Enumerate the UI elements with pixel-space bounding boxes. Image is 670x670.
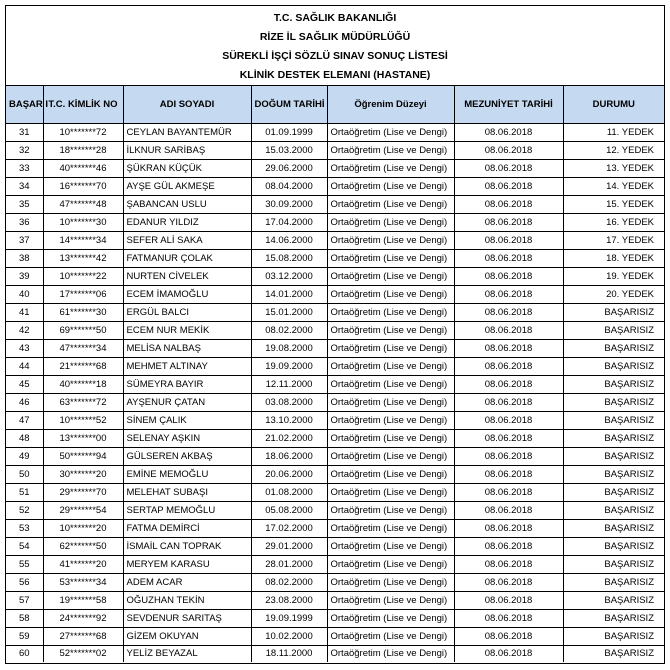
name-cell: ECEM İMAMOĞLU	[123, 286, 251, 304]
table-row	[6, 214, 664, 232]
table-row	[6, 250, 664, 268]
graduation-date-cell: 08.06.2018	[454, 340, 563, 358]
birth-date-cell: 30.09.2000	[251, 196, 327, 214]
status-cell: BAŞARISIZ	[563, 574, 664, 592]
name-cell: MERYEM KARASU	[123, 556, 251, 574]
education-cell: Ortaöğretim (Lise ve Dengi)	[327, 430, 454, 448]
ministry-title: T.C. SAĞLIK BAKANLIĞI	[273, 12, 397, 24]
tc-cell: 62*******50	[43, 538, 123, 556]
tc-cell: 52*******02	[43, 646, 123, 663]
birth-date-cell: 21.02.2000	[251, 430, 327, 448]
birth-date-cell: 12.11.2000	[251, 376, 327, 394]
rank-cell: 40	[6, 286, 43, 304]
status-cell: 19. YEDEK	[563, 268, 664, 286]
table-row	[6, 466, 664, 484]
column-header-graduation: MEZUNİYET TARİHİ	[454, 86, 563, 124]
status-cell: BAŞARISIZ	[563, 520, 664, 538]
status-cell: BAŞARISIZ	[563, 466, 664, 484]
table-row	[6, 322, 664, 340]
name-cell: CEYLAN BAYANTEMÜR	[123, 124, 251, 142]
birth-date-cell: 01.09.1999	[251, 124, 327, 142]
status-cell: BAŞARISIZ	[563, 430, 664, 448]
education-cell: Ortaöğretim (Lise ve Dengi)	[327, 142, 454, 160]
birth-date-cell: 08.04.2000	[251, 178, 327, 196]
column-header-tc: T.C. KİMLİK NO	[43, 86, 123, 124]
tc-cell: 61*******30	[43, 304, 123, 322]
tc-cell: 13*******42	[43, 250, 123, 268]
status-cell: BAŞARISIZ	[563, 538, 664, 556]
table-row	[6, 142, 664, 160]
birth-date-cell: 18.11.2000	[251, 646, 327, 663]
birth-date-cell: 29.06.2000	[251, 160, 327, 178]
tc-cell: 10*******52	[43, 412, 123, 430]
tc-cell: 14*******34	[43, 232, 123, 250]
education-cell: Ortaöğretim (Lise ve Dengi)	[327, 304, 454, 322]
status-cell: BAŞARISIZ	[563, 394, 664, 412]
graduation-date-cell: 08.06.2018	[454, 124, 563, 142]
birth-date-cell: 23.08.2000	[251, 592, 327, 610]
name-cell: FATMANUR ÇOLAK	[123, 250, 251, 268]
birth-date-cell: 15.03.2000	[251, 142, 327, 160]
document-header	[6, 6, 664, 86]
name-cell: OĞUZHAN TEKİN	[123, 592, 251, 610]
rank-cell: 46	[6, 394, 43, 412]
education-cell: Ortaöğretim (Lise ve Dengi)	[327, 466, 454, 484]
tc-cell: 10*******22	[43, 268, 123, 286]
education-cell: Ortaöğretim (Lise ve Dengi)	[327, 214, 454, 232]
table-row	[6, 628, 664, 646]
tc-cell: 18*******28	[43, 142, 123, 160]
graduation-date-cell: 08.06.2018	[454, 304, 563, 322]
graduation-date-cell: 08.06.2018	[454, 448, 563, 466]
name-cell: SEFER ALİ SAKA	[123, 232, 251, 250]
rank-cell: 37	[6, 232, 43, 250]
status-cell: BAŞARISIZ	[563, 646, 664, 663]
birth-date-cell: 19.09.2000	[251, 358, 327, 376]
status-cell: BAŞARISIZ	[563, 592, 664, 610]
table-row	[6, 268, 664, 286]
education-cell: Ortaöğretim (Lise ve Dengi)	[327, 628, 454, 646]
graduation-date-cell: 08.06.2018	[454, 394, 563, 412]
results-table-body	[6, 124, 664, 663]
birth-date-cell: 15.08.2000	[251, 250, 327, 268]
education-cell: Ortaöğretim (Lise ve Dengi)	[327, 232, 454, 250]
education-cell: Ortaöğretim (Lise ve Dengi)	[327, 124, 454, 142]
tc-cell: 40*******46	[43, 160, 123, 178]
birth-date-cell: 14.06.2000	[251, 232, 327, 250]
rank-cell: 51	[6, 484, 43, 502]
birth-date-cell: 08.02.2000	[251, 322, 327, 340]
directorate-title: RİZE İL SAĞLIK MÜDÜRLÜĞÜ	[259, 31, 411, 43]
table-row	[6, 304, 664, 322]
rank-cell: 59	[6, 628, 43, 646]
table-row	[6, 124, 664, 142]
status-cell: 15. YEDEK	[563, 196, 664, 214]
rank-cell: 36	[6, 214, 43, 232]
rank-cell: 55	[6, 556, 43, 574]
status-cell: BAŞARISIZ	[563, 304, 664, 322]
tc-cell: 27*******68	[43, 628, 123, 646]
graduation-date-cell: 08.06.2018	[454, 160, 563, 178]
graduation-date-cell: 08.06.2018	[454, 322, 563, 340]
education-cell: Ortaöğretim (Lise ve Dengi)	[327, 502, 454, 520]
status-cell: BAŞARISIZ	[563, 358, 664, 376]
tc-cell: 10*******72	[43, 124, 123, 142]
table-row	[6, 412, 664, 430]
education-cell: Ortaöğretim (Lise ve Dengi)	[327, 376, 454, 394]
tc-cell: 63*******72	[43, 394, 123, 412]
name-cell: MELİSA NALBAŞ	[123, 340, 251, 358]
name-cell: SEVDENUR SARITAŞ	[123, 610, 251, 628]
header-row	[6, 86, 664, 124]
table-row	[6, 430, 664, 448]
name-cell: GÜLSEREN AKBAŞ	[123, 448, 251, 466]
education-cell: Ortaöğretim (Lise ve Dengi)	[327, 448, 454, 466]
graduation-date-cell: 08.06.2018	[454, 610, 563, 628]
graduation-date-cell: 08.06.2018	[454, 268, 563, 286]
graduation-date-cell: 08.06.2018	[454, 502, 563, 520]
rank-cell: 48	[6, 430, 43, 448]
graduation-date-cell: 08.06.2018	[454, 214, 563, 232]
status-cell: BAŞARISIZ	[563, 484, 664, 502]
birth-date-cell: 17.02.2000	[251, 520, 327, 538]
rank-cell: 58	[6, 610, 43, 628]
education-cell: Ortaöğretim (Lise ve Dengi)	[327, 268, 454, 286]
graduation-date-cell: 08.06.2018	[454, 538, 563, 556]
graduation-date-cell: 08.06.2018	[454, 556, 563, 574]
list-title: SÜREKLİ İŞÇİ SÖZLÜ SINAV SONUÇ LİSTESİ	[222, 50, 448, 62]
birth-date-cell: 15.01.2000	[251, 304, 327, 322]
name-cell: GİZEM OKUYAN	[123, 628, 251, 646]
birth-date-cell: 01.08.2000	[251, 484, 327, 502]
tc-cell: 10*******30	[43, 214, 123, 232]
name-cell: AYŞENUR ÇATAN	[123, 394, 251, 412]
table-row	[6, 610, 664, 628]
graduation-date-cell: 08.06.2018	[454, 376, 563, 394]
birth-date-cell: 03.08.2000	[251, 394, 327, 412]
rank-cell: 42	[6, 322, 43, 340]
table-row	[6, 646, 664, 663]
name-cell: ERGÜL BALCI	[123, 304, 251, 322]
education-cell: Ortaöğretim (Lise ve Dengi)	[327, 196, 454, 214]
birth-date-cell: 08.02.2000	[251, 574, 327, 592]
education-cell: Ortaöğretim (Lise ve Dengi)	[327, 394, 454, 412]
birth-date-cell: 28.01.2000	[251, 556, 327, 574]
table-row	[6, 340, 664, 358]
name-cell: SİNEM ÇALIK	[123, 412, 251, 430]
table-row	[6, 520, 664, 538]
rank-cell: 57	[6, 592, 43, 610]
tc-cell: 21*******68	[43, 358, 123, 376]
birth-date-cell: 29.01.2000	[251, 538, 327, 556]
tc-cell: 13*******00	[43, 430, 123, 448]
name-cell: AYŞE GÜL AKMEŞE	[123, 178, 251, 196]
education-cell: Ortaöğretim (Lise ve Dengi)	[327, 250, 454, 268]
name-cell: FATMA DEMİRCİ	[123, 520, 251, 538]
status-cell: BAŞARISIZ	[563, 628, 664, 646]
graduation-date-cell: 08.06.2018	[454, 646, 563, 663]
education-cell: Ortaöğretim (Lise ve Dengi)	[327, 412, 454, 430]
graduation-date-cell: 08.06.2018	[454, 430, 563, 448]
status-cell: BAŞARISIZ	[563, 556, 664, 574]
name-cell: ECEM NUR MEKİK	[123, 322, 251, 340]
table-row	[6, 376, 664, 394]
status-cell: BAŞARISIZ	[563, 502, 664, 520]
name-cell: EMİNE MEMOĞLU	[123, 466, 251, 484]
column-header-name: ADI SOYADI	[123, 86, 251, 124]
tc-cell: 16*******70	[43, 178, 123, 196]
status-cell: BAŞARISIZ	[563, 610, 664, 628]
table-row	[6, 574, 664, 592]
table-row	[6, 178, 664, 196]
birth-date-cell: 18.06.2000	[251, 448, 327, 466]
birth-date-cell: 19.09.1999	[251, 610, 327, 628]
name-cell: MEHMET ALTINAY	[123, 358, 251, 376]
graduation-date-cell: 08.06.2018	[454, 484, 563, 502]
rank-cell: 45	[6, 376, 43, 394]
tc-cell: 29*******54	[43, 502, 123, 520]
tc-cell: 69*******50	[43, 322, 123, 340]
tc-cell: 47*******34	[43, 340, 123, 358]
name-cell: SÜMEYRA BAYIR	[123, 376, 251, 394]
tc-cell: 40*******18	[43, 376, 123, 394]
name-cell: NURTEN CİVELEK	[123, 268, 251, 286]
rank-cell: 49	[6, 448, 43, 466]
education-cell: Ortaöğretim (Lise ve Dengi)	[327, 340, 454, 358]
status-cell: BAŞARISIZ	[563, 448, 664, 466]
graduation-date-cell: 08.06.2018	[454, 178, 563, 196]
graduation-date-cell: 08.06.2018	[454, 358, 563, 376]
table-row	[6, 502, 664, 520]
birth-date-cell: 03.12.2000	[251, 268, 327, 286]
table-row	[6, 358, 664, 376]
name-cell: ŞABANCAN USLU	[123, 196, 251, 214]
graduation-date-cell: 08.06.2018	[454, 412, 563, 430]
position-title: KLİNİK DESTEK ELEMANI (HASTANE)	[239, 69, 431, 81]
name-cell: İSMAİL CAN TOPRAK	[123, 538, 251, 556]
rank-cell: 52	[6, 502, 43, 520]
education-cell: Ortaöğretim (Lise ve Dengi)	[327, 286, 454, 304]
column-header-education: Öğrenim Düzeyi	[327, 86, 454, 124]
column-header-status: DURUMU	[563, 86, 664, 124]
graduation-date-cell: 08.06.2018	[454, 628, 563, 646]
birth-date-cell: 13.10.2000	[251, 412, 327, 430]
tc-cell: 19*******58	[43, 592, 123, 610]
rank-cell: 56	[6, 574, 43, 592]
column-header-birth: DOĞUM TARİHİ	[251, 86, 327, 124]
graduation-date-cell: 08.06.2018	[454, 232, 563, 250]
rank-cell: 44	[6, 358, 43, 376]
tc-cell: 10*******20	[43, 520, 123, 538]
education-cell: Ortaöğretim (Lise ve Dengi)	[327, 322, 454, 340]
graduation-date-cell: 08.06.2018	[454, 574, 563, 592]
results-table	[6, 86, 664, 662]
table-row	[6, 484, 664, 502]
education-cell: Ortaöğretim (Lise ve Dengi)	[327, 178, 454, 196]
rank-cell: 43	[6, 340, 43, 358]
name-cell: İLKNUR SARİBAŞ	[123, 142, 251, 160]
birth-date-cell: 10.02.2000	[251, 628, 327, 646]
status-cell: BAŞARISIZ	[563, 340, 664, 358]
table-row	[6, 286, 664, 304]
education-cell: Ortaöğretim (Lise ve Dengi)	[327, 538, 454, 556]
education-cell: Ortaöğretim (Lise ve Dengi)	[327, 556, 454, 574]
status-cell: 16. YEDEK	[563, 214, 664, 232]
graduation-date-cell: 08.06.2018	[454, 466, 563, 484]
status-cell: 20. YEDEK	[563, 286, 664, 304]
table-row	[6, 196, 664, 214]
rank-cell: 47	[6, 412, 43, 430]
status-cell: 13. YEDEK	[563, 160, 664, 178]
education-cell: Ortaöğretim (Lise ve Dengi)	[327, 520, 454, 538]
birth-date-cell: 05.08.2000	[251, 502, 327, 520]
tc-cell: 29*******70	[43, 484, 123, 502]
graduation-date-cell: 08.06.2018	[454, 196, 563, 214]
rank-cell: 39	[6, 268, 43, 286]
table-row	[6, 160, 664, 178]
rank-cell: 41	[6, 304, 43, 322]
rank-cell: 54	[6, 538, 43, 556]
education-cell: Ortaöğretim (Lise ve Dengi)	[327, 358, 454, 376]
graduation-date-cell: 08.06.2018	[454, 142, 563, 160]
education-cell: Ortaöğretim (Lise ve Dengi)	[327, 574, 454, 592]
graduation-date-cell: 08.06.2018	[454, 250, 563, 268]
status-cell: 11. YEDEK	[563, 124, 664, 142]
education-cell: Ortaöğretim (Lise ve Dengi)	[327, 160, 454, 178]
tc-cell: 24*******92	[43, 610, 123, 628]
status-cell: 12. YEDEK	[563, 142, 664, 160]
education-cell: Ortaöğretim (Lise ve Dengi)	[327, 610, 454, 628]
rank-cell: 38	[6, 250, 43, 268]
rank-cell: 60	[6, 646, 43, 663]
birth-date-cell: 20.06.2000	[251, 466, 327, 484]
education-cell: Ortaöğretim (Lise ve Dengi)	[327, 484, 454, 502]
tc-cell: 53*******34	[43, 574, 123, 592]
rank-cell: 33	[6, 160, 43, 178]
rank-cell: 34	[6, 178, 43, 196]
rank-cell: 53	[6, 520, 43, 538]
birth-date-cell: 19.08.2000	[251, 340, 327, 358]
tc-cell: 47*******48	[43, 196, 123, 214]
tc-cell: 17*******06	[43, 286, 123, 304]
tc-cell: 41*******20	[43, 556, 123, 574]
status-cell: BAŞARISIZ	[563, 412, 664, 430]
rank-cell: 50	[6, 466, 43, 484]
rank-cell: 31	[6, 124, 43, 142]
status-cell: 14. YEDEK	[563, 178, 664, 196]
status-cell: BAŞARISIZ	[563, 322, 664, 340]
birth-date-cell: 17.04.2000	[251, 214, 327, 232]
rank-cell: 32	[6, 142, 43, 160]
table-row	[6, 448, 664, 466]
birth-date-cell: 14.01.2000	[251, 286, 327, 304]
table-row	[6, 394, 664, 412]
status-cell: 18. YEDEK	[563, 250, 664, 268]
table-row	[6, 556, 664, 574]
name-cell: EDANUR YILDIZ	[123, 214, 251, 232]
graduation-date-cell: 08.06.2018	[454, 286, 563, 304]
name-cell: SERTAP MEMOĞLU	[123, 502, 251, 520]
name-cell: YELİZ BEYAZAL	[123, 646, 251, 663]
table-row	[6, 592, 664, 610]
column-header-rank: BAŞAR I	[6, 86, 43, 124]
education-cell: Ortaöğretim (Lise ve Dengi)	[327, 646, 454, 663]
results-sheet	[5, 5, 665, 664]
rank-cell: 35	[6, 196, 43, 214]
tc-cell: 50*******94	[43, 448, 123, 466]
name-cell: MELEHAT SUBAŞI	[123, 484, 251, 502]
graduation-date-cell: 08.06.2018	[454, 592, 563, 610]
tc-cell: 30*******20	[43, 466, 123, 484]
status-cell: BAŞARISIZ	[563, 376, 664, 394]
table-row	[6, 538, 664, 556]
education-cell: Ortaöğretim (Lise ve Dengi)	[327, 592, 454, 610]
name-cell: SELENAY AŞKIN	[123, 430, 251, 448]
status-cell: 17. YEDEK	[563, 232, 664, 250]
name-cell: ADEM ACAR	[123, 574, 251, 592]
table-row	[6, 232, 664, 250]
graduation-date-cell: 08.06.2018	[454, 520, 563, 538]
name-cell: ŞÜKRAN KÜÇÜK	[123, 160, 251, 178]
